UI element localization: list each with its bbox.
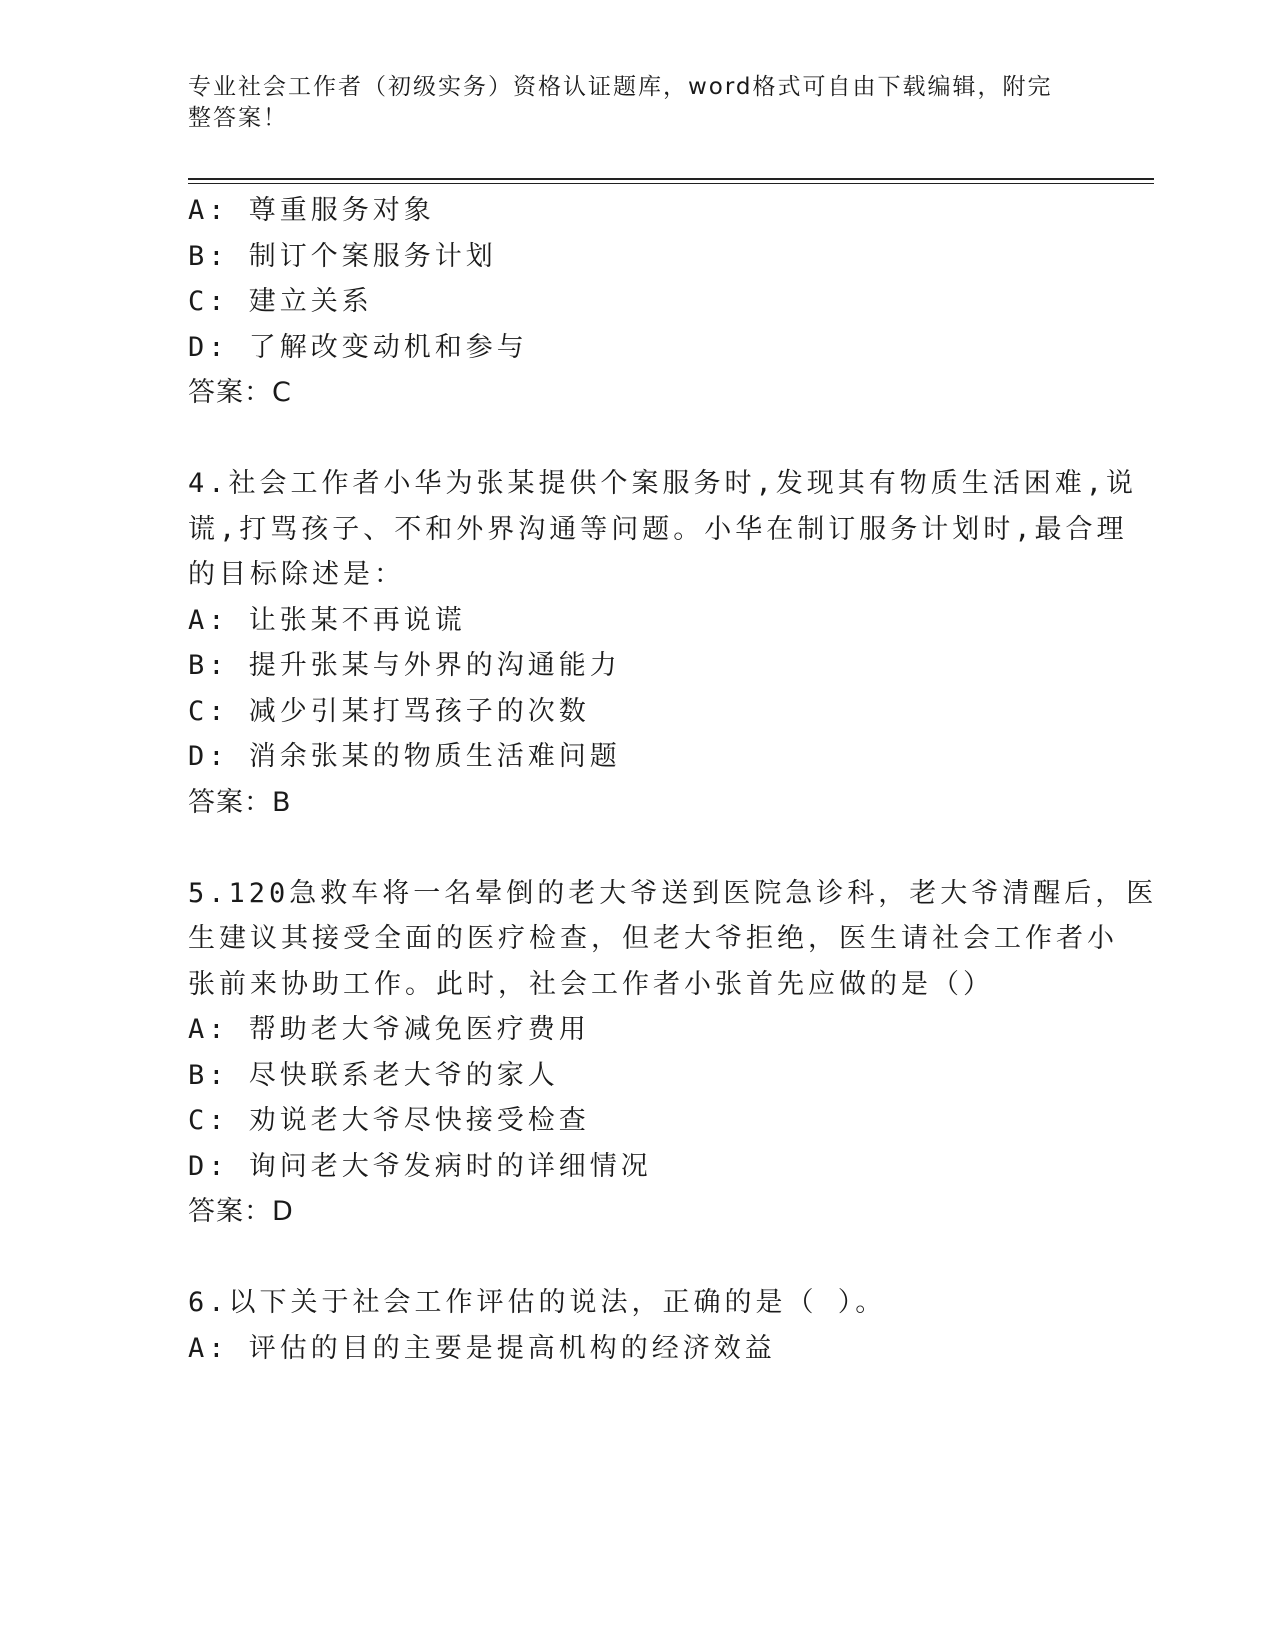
option-d: D: 询问老大爷发病时的详细情况 bbox=[188, 1150, 652, 1182]
option-a: A: 尊重服务对象 bbox=[188, 195, 435, 226]
question-6 bbox=[188, 1280, 1088, 1371]
option-a: A: 评估的目的主要是提高机构的经济效益 bbox=[188, 1332, 776, 1364]
question-stem: 张前来协助工作。此时，社会工作者小张首先应做的是（） bbox=[188, 968, 994, 1000]
option-d: D: 消余张某的物质生活难问题 bbox=[188, 741, 621, 772]
option-a: A: 让张某不再说谎 bbox=[188, 604, 466, 636]
spacer bbox=[188, 825, 1088, 871]
answer: 答案：C bbox=[188, 377, 292, 408]
question-5 bbox=[188, 871, 1158, 1235]
option-c: C: 减少引某打骂孩子的次数 bbox=[188, 695, 590, 727]
question-stem: 6.以下关于社会工作评估的说法，正确的是（ ）。 bbox=[188, 1287, 887, 1318]
header-rule-thick bbox=[188, 178, 1154, 180]
question-stem: 5.120急救车将一名晕倒的老大爷送到医院急诊科，老大爷清醒后，医 bbox=[188, 877, 1158, 909]
answer: 答案：B bbox=[188, 786, 292, 818]
option-a: A: 帮助老大爷减免医疗费用 bbox=[188, 1014, 590, 1045]
option-d: D: 了解改变动机和参与 bbox=[188, 331, 528, 363]
question-stem: 生建议其接受全面的医疗检查，但老大爷拒绝，医生请社会工作者小 bbox=[188, 923, 1118, 954]
option-b: B: 制订个案服务计划 bbox=[188, 240, 497, 272]
page-header: 专业社会工作者（初级实务）资格认证题库，word格式可自由下载编辑，附完整答案！ bbox=[188, 74, 1053, 131]
header-rule-thin bbox=[188, 183, 1154, 184]
option-c: C: 劝说老大爷尽快接受检查 bbox=[188, 1105, 590, 1136]
question-list bbox=[188, 188, 1158, 1371]
question-4 bbox=[188, 461, 1138, 825]
answer: 答案：D bbox=[188, 1196, 294, 1227]
question-stem: 4.社会工作者小华为张某提供个案服务时,发现其有物质生活困难,说 bbox=[188, 468, 1138, 499]
option-b: B: 尽快联系老大爷的家人 bbox=[188, 1059, 559, 1091]
question-stem: 谎,打骂孩子、不和外界沟通等问题。小华在制订服务计划时,最合理 bbox=[188, 513, 1128, 545]
option-b: B: 提升张某与外界的沟通能力 bbox=[188, 650, 621, 681]
question-stem: 的目标除述是： bbox=[188, 559, 405, 590]
question-3 bbox=[188, 188, 1088, 416]
spacer bbox=[188, 1235, 1088, 1281]
spacer bbox=[188, 416, 1088, 462]
option-c: C: 建立关系 bbox=[188, 286, 373, 317]
